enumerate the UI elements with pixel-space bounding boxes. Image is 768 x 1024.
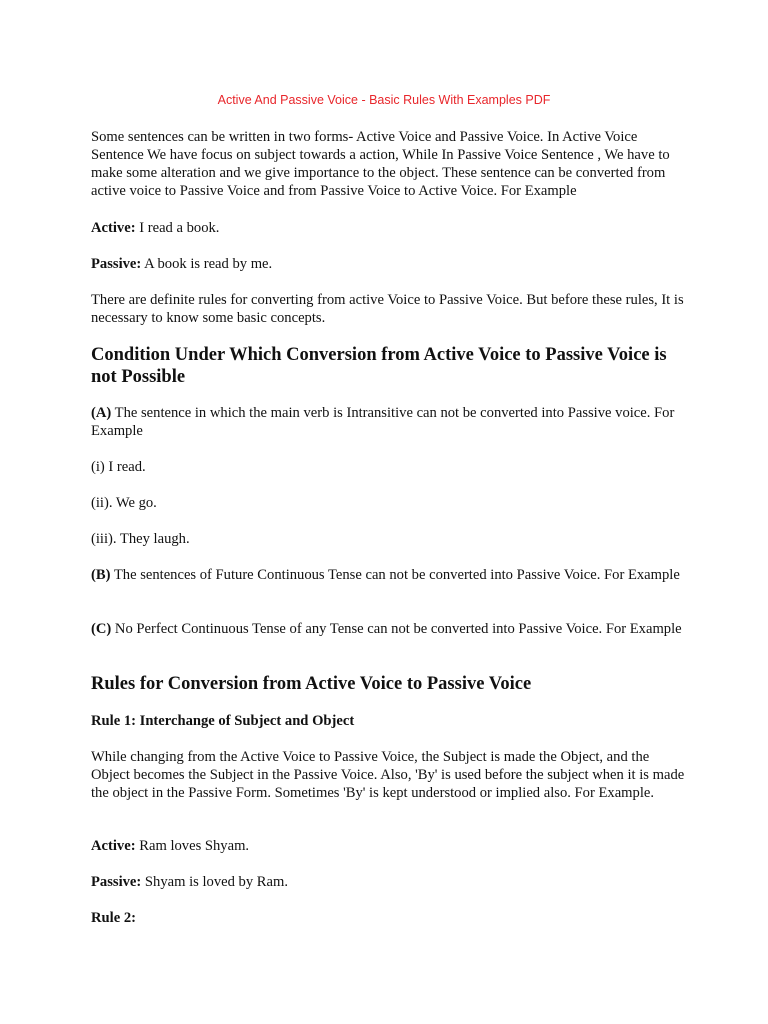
condition-b-text: The sentences of Future Continuous Tense can not be converted into Passive Voice. For Example xyxy=(110,567,680,583)
rule1-paragraph: While changing from the Active Voice to Passive Voice, the Subject is made the Object, and the Object becomes the Subject in the Passive Voice. Also, 'By' is used before the subject when it is made the object in the Passive Form. Sometimes 'By' is kept understood or implied also. For Example. xyxy=(91,749,685,801)
active-sentence: Ram loves Shyam. xyxy=(135,838,250,854)
active-sentence: I read a book. xyxy=(135,220,220,236)
condition-a-paragraph xyxy=(91,404,691,440)
rule1-passive-line xyxy=(91,873,691,891)
section-heading-rules: Rules for Conversion from Active Voice to Passive Voice xyxy=(91,674,532,694)
condition-a-label: (A) xyxy=(91,405,112,421)
example-item: (ii). We go. xyxy=(91,495,157,511)
example-passive-line xyxy=(91,255,691,273)
example-item: (iii). They laugh. xyxy=(91,531,190,547)
active-label: Active: xyxy=(91,838,136,854)
condition-c-text: No Perfect Continuous Tense of any Tense can not be converted into Passive Voice. For Example xyxy=(111,621,682,637)
example-active-line xyxy=(91,219,691,237)
section-heading-conditions: Condition Under Which Conversion from Active Voice to Passive Voice is not Possible xyxy=(91,345,667,387)
intro-paragraph: Some sentences can be written in two forms- Active Voice and Passive Voice. In Active Voice Sentence We have focus on subject towards a action, While In Passive Voice Sentence , We have to make some alteration and we give importance to the object. These sentence can be converted from active voice to Passive Voice and from Passive Voice to Active Voice. For Example xyxy=(91,129,670,199)
passive-label: Passive: xyxy=(91,256,142,272)
rule1-active-line xyxy=(91,837,691,855)
rules-intro-paragraph: There are definite rules for converting from active Voice to Passive Voice. But before these rules, It is necessary to know some basic concepts. xyxy=(91,292,684,326)
example-item: (i) I read. xyxy=(91,459,146,475)
condition-a-text: The sentence in which the main verb is Intransitive can not be converted into Passive voice. For Example xyxy=(91,405,675,439)
rule2-heading: Rule 2: xyxy=(91,910,136,926)
document-title: Active And Passive Voice - Basic Rules With Examples PDF xyxy=(217,93,551,107)
passive-label: Passive: xyxy=(91,874,142,890)
rule1-heading: Rule 1: Interchange of Subject and Object xyxy=(91,713,355,729)
condition-b-label: (B) xyxy=(91,567,111,583)
condition-b-paragraph xyxy=(91,566,691,584)
condition-c-label: (C) xyxy=(91,621,112,637)
condition-c-paragraph xyxy=(91,620,691,638)
passive-sentence: Shyam is loved by Ram. xyxy=(141,874,289,890)
active-label: Active: xyxy=(91,220,136,236)
passive-sentence: A book is read by me. xyxy=(141,256,273,272)
